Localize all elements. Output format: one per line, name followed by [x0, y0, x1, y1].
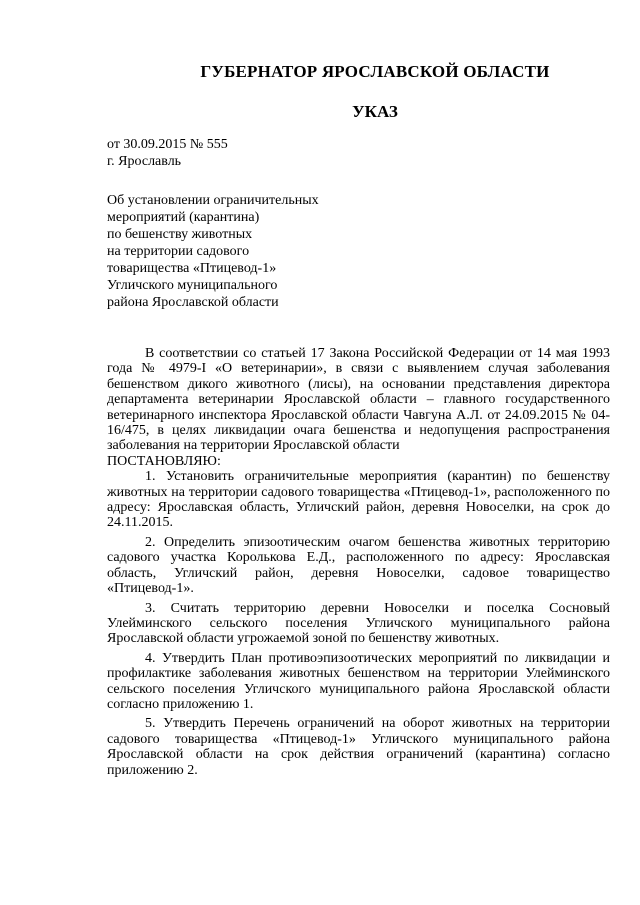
preamble-paragraph: В соответствии со статьей 17 Закона Российской Федерации от 14 мая 1993 года № 4979-I «О ветеринарии», в связи с выявлением случая заболевания бешенством дикого животного (лисы), на основании представления директора департамента ветеринарии Ярославской области – главного государственного ветеринарного инспектора Ярославской области Чавгуна А.Л. от 24.09.2015 № 04-16/475, в целях ликвидации очага бешенства и недопущения распространения заболевания на территории Ярославской области [107, 346, 610, 454]
subject-line: товарищества «Птицевод-1» [107, 261, 277, 276]
document-body [107, 346, 610, 778]
authority-heading: ГУБЕРНАТОР ЯРОСЛАВСКОЙ ОБЛАСТИ [200, 62, 550, 81]
date-number: от 30.09.2015 № 555 [107, 137, 228, 152]
resolve-heading: ПОСТАНОВЛЯЮ: [107, 453, 221, 469]
decree-item-2: 2. Определить эпизоотическим очагом бешенства животных территорию садового участка Королькова Е.Д., расположенного по адресу: Ярославская область, Угличский район, деревня Новоселки, садовое товарищество «Птицевод-1». [107, 534, 610, 597]
document-meta [107, 136, 228, 170]
city: г. Ярославль [107, 154, 182, 169]
decree-item-3: 3. Считать территорию деревни Новоселки и поселка Сосновый Улейминского сельского поселения Угличского муниципального района Ярославской области угрожаемой зоной по бешенству животных. [107, 600, 610, 647]
subject-line: Об установлении ограничительных [107, 193, 319, 208]
subject-line: мероприятий (карантина) [107, 210, 260, 225]
document-type-heading: УКАЗ [352, 102, 398, 121]
subject-line: по бешенству животных [107, 227, 253, 242]
subject-line: Угличского муниципального [107, 278, 278, 293]
decree-item-1: 1. Установить ограничительные мероприятия (карантин) по бешенству животных на территории садового товарищества «Птицевод-1», расположенного по адресу: Ярославская область, Угличский район, деревня Новоселки, на срок до 24.11.2015. [107, 469, 610, 531]
subject-line: на территории садового [107, 244, 250, 259]
decree-item-5: 5. Утвердить Перечень ограничений на оборот животных на территории садового товарищества «Птицевод-1» Угличского муниципального района Ярославской области на срок действия ограничений (карантина) согласно приложению 2. [107, 716, 610, 778]
decree-item-4: 4. Утвердить План противоэпизоотических мероприятий по ликвидации и профилактике заболевания животных бешенством на территории Улейминского сельского поселения Угличского муниципального района Ярославской области согласно приложению 1. [107, 650, 610, 712]
document-subject [107, 192, 407, 311]
subject-line: района Ярославской области [107, 295, 279, 310]
